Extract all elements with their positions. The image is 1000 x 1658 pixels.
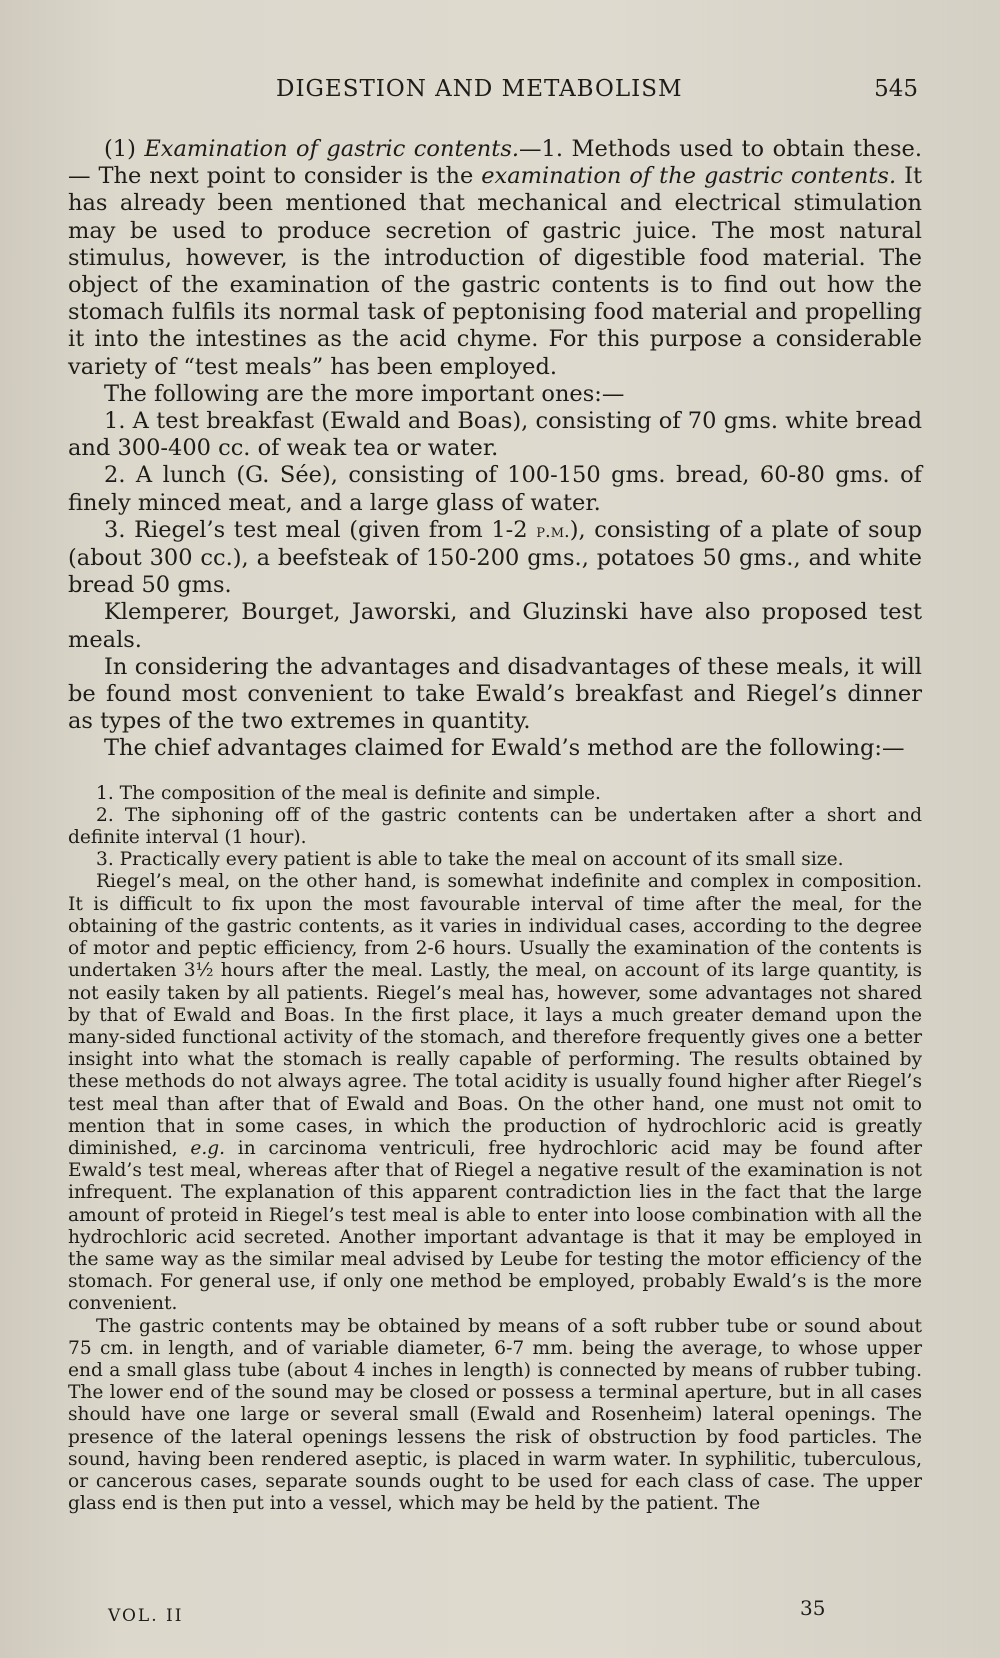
section-heading: Examination of gastric contents. xyxy=(144,136,520,162)
page-footer xyxy=(0,1598,1000,1638)
advantage-item-3: 3. Practically every patient is able to take the meal on account of its small size. xyxy=(96,849,844,871)
paragraph-list-intro: The following are the more important ones:— xyxy=(104,380,625,407)
paragraph-gastric-sound: The gastric contents may be obtained by means of a soft rubber tube or sound about 75 cm. in length, and of variable diameter, 6-7 mm. being the average, to whose upper end a small glass tube (about 4 inches in length) is connected by means of rubber tubing. The lower end of the sound may be closed or possess a terminal aperture, but in all cases should have one large or several small (Ewald and Rosenheim) lateral openings. The presence of the lateral openings lessens the risk of obstruction by food particles. The sound, having been rendered aseptic, is placed in warm water. In syphilitic, tuberculous, or cancerous cases, separate sounds ought to be used for each class of case. The upper glass end is then put into a vessel, which may be held by the patient. The xyxy=(68,1315,922,1515)
emphasis-eg: e.g. xyxy=(190,1137,226,1159)
paragraph-other-meals: Klemperer, Bourget, Jaworski, and Gluzinski have also proposed test meals. xyxy=(68,599,922,653)
section-number: (1) xyxy=(104,136,145,162)
advantage-item-1: 1. The composition of the meal is definite and simple. xyxy=(96,782,601,804)
main-text xyxy=(68,136,922,763)
paragraph-examination: (1) Examination of gastric contents.—1. Methods used to obtain these.— The next point to consider is the examination of the gastric contents. It has already been mentioned that mechanical and electrical stimulation may be used to produce secretion of gastric juice. The most natural stimulus, however, is the introduction of digestible food material. The object of the examination of the gastric contents is to find out how the stomach fulfils its normal task of peptonising food material and propelling it into the intestines as the acid chyme. For this purpose a considerable variety of “test meals” has been employed. xyxy=(68,136,922,380)
running-title: DIGESTION AND METABOLISM xyxy=(276,76,683,102)
paragraph-riegel-meal: Riegel’s meal, on the other hand, is somewhat indefinite and complex in composition. It is difficult to fix upon the most favourable interval of time after the meal, for the obtaining of the gastric contents, as it varies in individual cases, according to the degree of motor and peptic efficiency, from 2-6 hours. Usually the examination of the contents is undertaken 3½ hours after the meal. Lastly, the meal, on account of its large quantity, is not easily taken by all patients. Riegel’s meal has, however, some advantages not shared by that of Ewald and Boas. In the first place, it lays a much greater demand upon the many-sided functional activity of the stomach, and therefore frequently gives one a better insight into what the stomach is really capable of performing. The results obtained by these methods do not always agree. The total acidity is usually found higher after Riegel’s test meal than after that of Ewald and Boas. On the other hand, one must not omit to mention that in some cases, in which the production of hydrochloric acid is greatly diminished, e.g. in carcinoma ventriculi, free hydrochloric acid may be found after Ewald’s test meal, whereas after that of Riegel a negative result of the examination is not infrequent. The explanation of this apparent contradiction lies in the fact that the large amount of proteid in Riegel’s test meal is able to enter into loose combination with all the hydrochloric acid secreted. Another important advantage is that it may be employed in the same way as the similar meal advised by Leube for testing the motor efficiency of the stomach. For general use, if only one method be employed, probably Ewald’s is the more convenient. xyxy=(68,871,923,1315)
page-number: 545 xyxy=(874,76,918,102)
advantage-item-2: 2. The siphoning off of the gastric contents can be undertaken after a short and definite interval (1 hour). xyxy=(68,804,922,849)
paragraph-considering: In considering the advantages and disadvantages of these meals, it will be found most convenient to take Ewald’s breakfast and Riegel’s dinner as types of the two extremes in quantity. xyxy=(68,653,922,735)
page-header xyxy=(68,76,922,116)
signature-mark: 35 xyxy=(800,1596,826,1620)
list-item-test-breakfast: 1. A test breakfast (Ewald and Boas), consisting of 70 gms. white bread and 300-400 cc. of weak tea or water. xyxy=(68,408,922,462)
volume-label: VOL. II xyxy=(108,1606,184,1626)
small-print-text xyxy=(68,783,922,1516)
list-item-lunch: 2. A lunch (G. Sée), consisting of 100-150 gms. bread, 60-80 gms. of finely minced meat, and a large glass of water. xyxy=(68,462,922,516)
paragraph-advantages-intro: The chief advantages claimed for Ewald’s method are the following:— xyxy=(104,735,905,762)
list-item-riegel-meal: 3. Riegel’s test meal (given from 1-2 p.m.), consisting of a plate of soup (about 300 cc.), a beefsteak of 150-200 gms., potatoes 50 gms., and white bread 50 gms. xyxy=(68,516,922,599)
emphasis-phrase: examination of the gastric contents. xyxy=(481,163,897,190)
